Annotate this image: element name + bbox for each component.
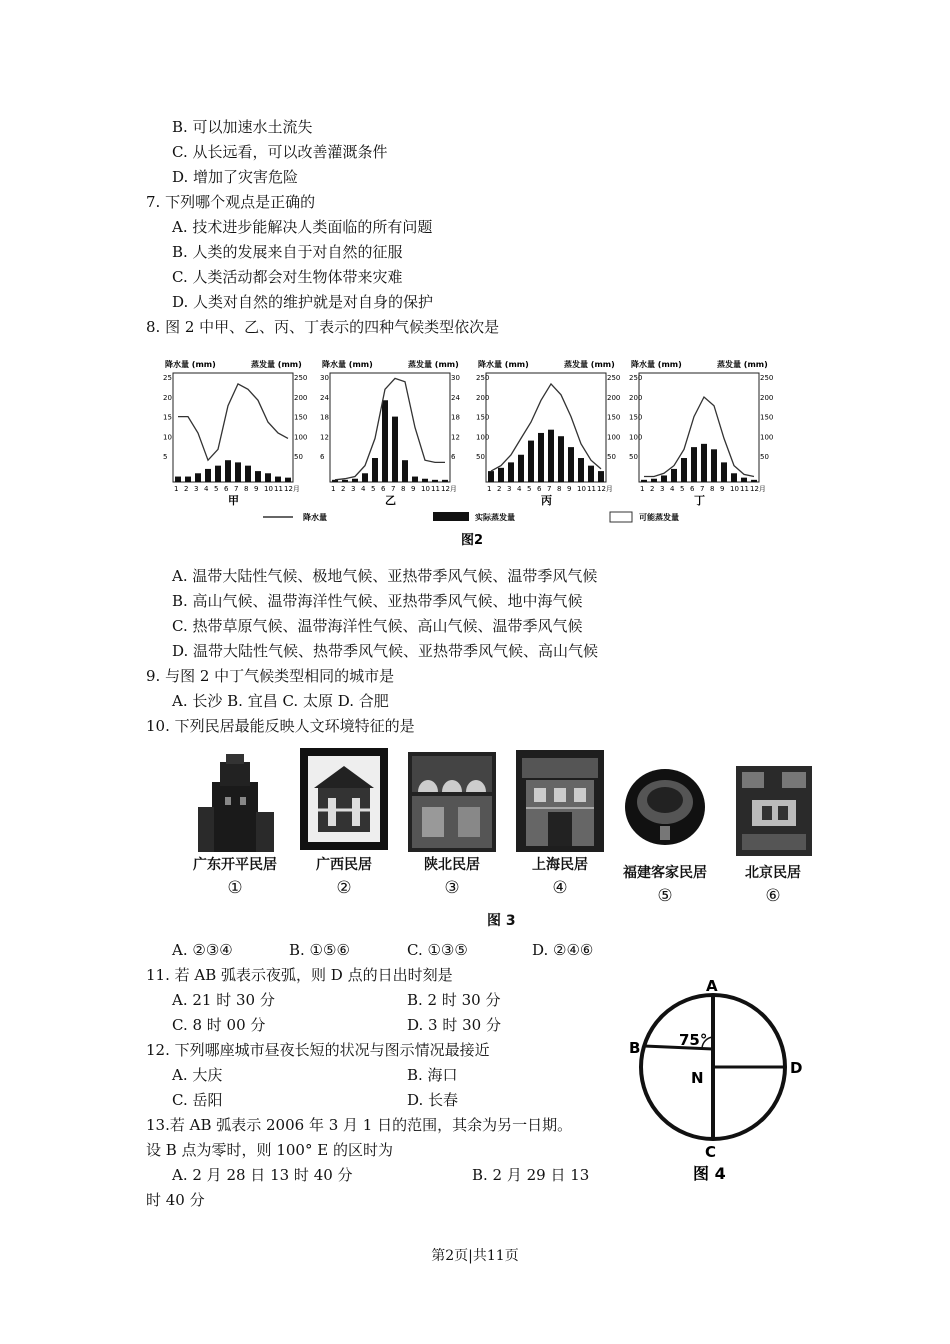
q13-option-b: B. 2 月 29 日 13 xyxy=(472,1166,590,1184)
house-6-image xyxy=(732,756,816,856)
page-footer: 第2页|共11页 xyxy=(431,1248,519,1264)
evaporation-bar xyxy=(432,480,438,482)
month-tick-label: 6 xyxy=(224,485,229,493)
month-tick-label: 9 xyxy=(567,485,572,493)
evaporation-bar xyxy=(671,469,677,482)
right-tick-label: 50 xyxy=(760,453,769,462)
evaporation-bar xyxy=(195,473,201,482)
right-tick-label: 6 xyxy=(451,453,456,462)
month-tick-label: 9 xyxy=(411,485,416,493)
month-tick-label: 10 xyxy=(264,485,273,493)
month-tick-label: 1 xyxy=(331,485,336,493)
month-tick-label: 8 xyxy=(244,485,249,493)
month-tick-label: 10 xyxy=(421,485,430,493)
right-tick-label: 100 xyxy=(760,433,774,442)
panel-left-axis-label: 降水量 (mm) xyxy=(322,360,373,369)
month-tick-label: 4 xyxy=(361,485,366,493)
q8-option-c: C. 热带草原气候、温带海洋性气候、高山气候、温带季风气候 xyxy=(172,617,583,635)
q8-option-a: A. 温带大陆性气候、极地气候、亚热带季风气候、温带季风气候 xyxy=(172,567,598,585)
q11-option-b: B. 2 时 30 分 xyxy=(407,991,501,1009)
month-tick-label: 8 xyxy=(557,485,562,493)
right-tick-label: 30 xyxy=(451,374,460,382)
month-tick-label: 3 xyxy=(660,485,665,493)
month-tick-label: 3 xyxy=(194,485,199,493)
month-tick-label: 7 xyxy=(547,485,552,493)
panel-left-axis-label: 降水量 (mm) xyxy=(631,360,682,369)
house-1-label: 广东开平民居 xyxy=(193,857,277,873)
q10-option-a: A. ②③④ xyxy=(172,941,233,959)
precipitation-line xyxy=(178,384,288,460)
house-4-image xyxy=(516,750,604,852)
month-tick-label: 1 xyxy=(174,485,179,493)
q8-option-b: B. 高山气候、温带海洋性气候、亚热带季风气候、地中海气候 xyxy=(172,592,583,610)
figure-4-angle-label: 75° xyxy=(679,1031,708,1049)
left-tick-label: 100 xyxy=(476,433,490,442)
month-tick-label: 12月 xyxy=(750,485,766,493)
evaporation-bar xyxy=(362,473,368,482)
legend-potential-evaporation: 可能蒸发量 xyxy=(639,513,679,522)
evaporation-bar xyxy=(342,480,348,482)
evaporation-bar xyxy=(691,447,697,482)
q12-option-b: B. 海口 xyxy=(407,1066,458,1084)
right-tick-label: 150 xyxy=(760,413,774,422)
evaporation-bar xyxy=(651,479,657,482)
panel-name: 丙 xyxy=(541,494,552,507)
evaporation-bar xyxy=(275,477,281,482)
q12-stem: 12. 下列哪座城市昼夜长短的状况与图示情况最接近 xyxy=(146,1041,490,1059)
climate-panel-4 xyxy=(629,359,773,507)
evaporation-bar xyxy=(558,436,564,482)
climate-panel-3 xyxy=(476,359,620,507)
legend-actual-evap-swatch xyxy=(433,512,469,521)
q13-stem-line2: 设 B 点为零时，则 100° E 的区时为 xyxy=(146,1141,393,1159)
right-tick-label: 24 xyxy=(451,393,460,402)
precipitation-line xyxy=(335,378,445,479)
month-tick-label: 11 xyxy=(740,485,749,493)
figure-4-caption: 图 4 xyxy=(693,1164,726,1183)
left-tick-label: 15 xyxy=(163,413,172,422)
house-5-number: ⑤ xyxy=(657,886,673,906)
q11-option-a: A. 21 时 30 分 xyxy=(172,991,275,1009)
climate-panel-2 xyxy=(320,359,460,507)
month-tick-label: 11 xyxy=(587,485,596,493)
evaporation-bar xyxy=(255,471,261,482)
panel-name: 甲 xyxy=(228,494,239,507)
q7-option-b: B. 人类的发展来自于对自然的征服 xyxy=(172,243,403,261)
left-tick-label: 100 xyxy=(629,433,643,442)
left-tick-label: 30 xyxy=(320,374,329,382)
right-tick-label: 200 xyxy=(607,393,621,402)
month-tick-label: 7 xyxy=(391,485,396,493)
evaporation-bar xyxy=(285,478,291,482)
month-tick-label: 5 xyxy=(527,485,532,493)
month-tick-label: 4 xyxy=(204,485,209,493)
figure-3-caption: 图 3 xyxy=(487,913,516,929)
q7-option-d: D. 人类对自然的维护就是对自身的保护 xyxy=(172,293,434,311)
panel-name: 乙 xyxy=(385,494,396,507)
month-tick-label: 12月 xyxy=(597,485,613,493)
house-3-label: 陕北民居 xyxy=(424,857,480,873)
left-tick-label: 200 xyxy=(476,393,490,402)
right-tick-label: 250 xyxy=(294,374,308,382)
month-tick-label: 9 xyxy=(720,485,725,493)
q6-option-b: B. 可以加速水土流失 xyxy=(172,118,313,136)
evaporation-bar xyxy=(402,460,408,482)
evaporation-bar xyxy=(731,473,737,482)
left-tick-label: 12 xyxy=(320,433,329,442)
panel-frame xyxy=(639,373,759,482)
left-tick-label: 150 xyxy=(476,413,490,422)
q7-option-a: A. 技术进步能解决人类面临的所有问题 xyxy=(172,218,433,236)
evaporation-bar xyxy=(352,479,358,482)
house-2-number: ② xyxy=(336,878,352,898)
house-6-label: 北京民居 xyxy=(745,865,801,881)
month-tick-label: 3 xyxy=(351,485,356,493)
evaporation-bar xyxy=(185,477,191,482)
house-5-label: 福建客家民居 xyxy=(623,865,707,881)
evaporation-bar xyxy=(568,447,574,482)
figure-4-point-b: B xyxy=(629,1039,641,1057)
house-2-label: 广西民居 xyxy=(316,857,372,873)
right-tick-label: 50 xyxy=(294,453,303,462)
evaporation-bar xyxy=(578,458,584,482)
left-tick-label: 25 xyxy=(163,374,172,382)
evaporation-bar xyxy=(245,466,251,482)
q8-stem: 8. 图 2 中甲、乙、丙、丁表示的四种气候类型依次是 xyxy=(146,318,500,336)
month-tick-label: 5 xyxy=(371,485,376,493)
q11-stem: 11. 若 AB 弧表示夜弧，则 D 点的日出时刻是 xyxy=(146,966,453,984)
house-4-number: ④ xyxy=(552,878,568,898)
evaporation-bar xyxy=(588,466,594,482)
evaporation-bar xyxy=(215,466,221,482)
evaporation-bar xyxy=(701,444,707,482)
month-tick-label: 8 xyxy=(710,485,715,493)
evaporation-bar xyxy=(751,480,757,482)
right-tick-label: 18 xyxy=(451,413,460,422)
month-tick-label: 7 xyxy=(700,485,705,493)
month-tick-label: 6 xyxy=(537,485,542,493)
evaporation-bar xyxy=(205,469,211,482)
figure-4-diagram xyxy=(625,975,805,1185)
panel-frame xyxy=(330,373,450,482)
month-tick-label: 3 xyxy=(507,485,512,493)
left-tick-label: 50 xyxy=(476,453,485,462)
house-2-image xyxy=(300,748,388,850)
month-tick-label: 10 xyxy=(577,485,586,493)
legend-precipitation: 降水量 xyxy=(303,513,327,522)
q9-options: A. 长沙 B. 宜昌 C. 太原 D. 合肥 xyxy=(172,692,389,710)
evaporation-bar xyxy=(598,471,604,482)
q10-option-c: C. ①③⑤ xyxy=(407,941,468,959)
q6-option-d: D. 增加了灾害危险 xyxy=(172,168,299,186)
right-tick-label: 250 xyxy=(760,374,774,382)
month-tick-label: 12月 xyxy=(441,485,457,493)
month-tick-label: 8 xyxy=(401,485,406,493)
evaporation-bar xyxy=(518,455,524,482)
month-tick-label: 4 xyxy=(517,485,522,493)
panel-left-axis-label: 降水量 (mm) xyxy=(165,360,216,369)
left-tick-label: 10 xyxy=(163,433,172,442)
precipitation-line xyxy=(491,384,601,471)
right-tick-label: 150 xyxy=(294,413,308,422)
month-tick-label: 12月 xyxy=(284,485,300,493)
climate-panel-1 xyxy=(163,359,307,507)
evaporation-bar xyxy=(548,430,554,482)
house-3-number: ③ xyxy=(444,878,460,898)
month-tick-label: 7 xyxy=(234,485,239,493)
q12-option-c: C. 岳阳 xyxy=(172,1091,223,1109)
q10-option-b: B. ①⑤⑥ xyxy=(289,941,350,959)
month-tick-label: 2 xyxy=(184,485,189,493)
panel-name: 丁 xyxy=(694,494,705,507)
month-tick-label: 1 xyxy=(487,485,492,493)
q12-option-d: D. 长春 xyxy=(407,1091,459,1109)
house-5-image xyxy=(622,766,708,848)
house-6-number: ⑥ xyxy=(765,886,781,906)
evaporation-bar xyxy=(225,460,231,482)
q6-option-c: C. 从长远看，可以改善灌溉条件 xyxy=(172,143,388,161)
month-tick-label: 2 xyxy=(341,485,346,493)
right-tick-label: 12 xyxy=(451,433,460,442)
month-tick-label: 6 xyxy=(381,485,386,493)
figure-2-caption: 图2 xyxy=(461,533,484,547)
q10-stem: 10. 下列民居最能反映人文环境特征的是 xyxy=(146,717,415,735)
month-tick-label: 1 xyxy=(640,485,645,493)
evaporation-bar xyxy=(488,471,494,482)
evaporation-bar xyxy=(265,473,271,482)
house-3-image xyxy=(408,752,496,852)
precipitation-line xyxy=(644,397,754,477)
q11-option-d: D. 3 时 30 分 xyxy=(407,1016,501,1034)
q13-option-tail: 时 40 分 xyxy=(146,1191,205,1209)
q10-option-d: D. ②④⑥ xyxy=(532,941,594,959)
panel-right-axis-label: 蒸发量 (mm) xyxy=(251,360,302,369)
left-tick-label: 24 xyxy=(320,393,329,402)
month-tick-label: 11 xyxy=(274,485,283,493)
evaporation-bar xyxy=(175,477,181,482)
evaporation-bar xyxy=(392,417,398,482)
figure-4-point-d: D xyxy=(790,1059,803,1077)
month-tick-label: 5 xyxy=(214,485,219,493)
left-tick-label: 150 xyxy=(629,413,643,422)
panel-right-axis-label: 蒸发量 (mm) xyxy=(717,360,768,369)
month-tick-label: 6 xyxy=(690,485,695,493)
right-tick-label: 200 xyxy=(760,393,774,402)
month-tick-label: 2 xyxy=(650,485,655,493)
evaporation-bar xyxy=(442,480,448,482)
panel-right-axis-label: 蒸发量 (mm) xyxy=(564,360,615,369)
q8-option-d: D. 温带大陆性气候、热带季风气候、亚热带季风气候、高山气候 xyxy=(172,642,599,660)
evaporation-bar xyxy=(711,449,717,482)
q13-stem-line1: 13.若 AB 弧表示 2006 年 3 月 1 日的范围，其余为另一日期。 xyxy=(146,1116,573,1134)
left-tick-label: 20 xyxy=(163,393,172,402)
evaporation-bar xyxy=(235,462,241,482)
left-tick-label: 5 xyxy=(163,453,168,462)
legend-actual-evaporation: 实际蒸发量 xyxy=(475,513,515,522)
evaporation-bar xyxy=(508,462,514,482)
figure-4-point-n: N xyxy=(691,1069,704,1087)
left-tick-label: 18 xyxy=(320,413,329,422)
evaporation-bar xyxy=(412,477,418,482)
q9-stem: 9. 与图 2 中丁气候类型相同的城市是 xyxy=(146,667,395,685)
evaporation-bar xyxy=(382,400,388,482)
left-tick-label: 250 xyxy=(629,374,643,382)
right-tick-label: 150 xyxy=(607,413,621,422)
right-tick-label: 250 xyxy=(607,374,621,382)
evaporation-bar xyxy=(538,433,544,482)
left-tick-label: 50 xyxy=(629,453,638,462)
evaporation-bar xyxy=(422,479,428,482)
panel-right-axis-label: 蒸发量 (mm) xyxy=(408,360,459,369)
q7-option-c: C. 人类活动都会对生物体带来灾难 xyxy=(172,268,403,286)
panel-frame xyxy=(173,373,293,482)
evaporation-bar xyxy=(681,458,687,482)
month-tick-label: 10 xyxy=(730,485,739,493)
panel-frame xyxy=(486,373,606,482)
evaporation-bar xyxy=(498,468,504,482)
evaporation-bar xyxy=(721,462,727,482)
month-tick-label: 2 xyxy=(497,485,502,493)
house-1-number: ① xyxy=(227,878,243,898)
evaporation-bar xyxy=(641,480,647,482)
q13-option-a: A. 2 月 28 日 13 时 40 分 xyxy=(172,1166,353,1184)
month-tick-label: 5 xyxy=(680,485,685,493)
right-tick-label: 50 xyxy=(607,453,616,462)
month-tick-label: 9 xyxy=(254,485,259,493)
house-1-image xyxy=(190,752,280,852)
month-tick-label: 4 xyxy=(670,485,675,493)
month-tick-label: 11 xyxy=(431,485,440,493)
right-tick-label: 100 xyxy=(294,433,308,442)
house-4-label: 上海民居 xyxy=(532,857,588,873)
panel-left-axis-label: 降水量 (mm) xyxy=(478,360,529,369)
right-tick-label: 200 xyxy=(294,393,308,402)
evaporation-bar xyxy=(661,475,667,482)
right-tick-label: 100 xyxy=(607,433,621,442)
evaporation-bar xyxy=(528,441,534,482)
evaporation-bar xyxy=(372,458,378,482)
figure-4-point-a: A xyxy=(706,977,718,995)
evaporation-bar xyxy=(741,478,747,482)
q7-stem: 7. 下列哪个观点是正确的 xyxy=(146,193,316,211)
left-tick-label: 6 xyxy=(320,453,325,462)
figure-4-point-c: C xyxy=(705,1143,717,1161)
legend-potential-evap-swatch xyxy=(610,512,632,522)
left-tick-label: 250 xyxy=(476,374,490,382)
left-tick-label: 200 xyxy=(629,393,643,402)
q11-option-c: C. 8 时 00 分 xyxy=(172,1016,266,1034)
q12-option-a: A. 大庆 xyxy=(172,1066,223,1084)
figure-2-climate-charts xyxy=(163,357,783,547)
